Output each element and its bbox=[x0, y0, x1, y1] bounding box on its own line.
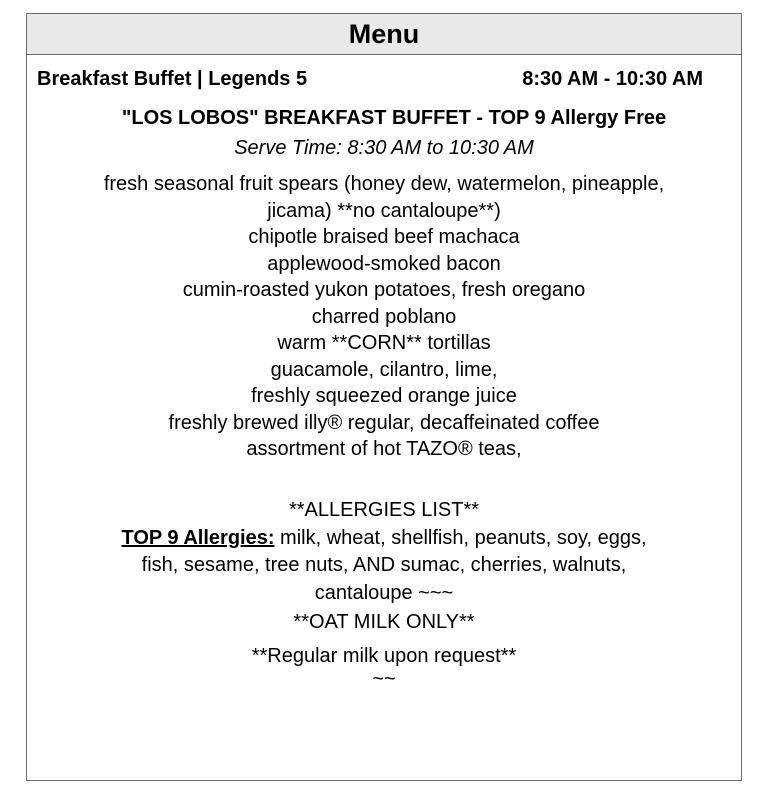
tilde-divider: ~~ bbox=[372, 668, 396, 690]
menu-item: freshly brewed illy® regular, decaffeinated coffee bbox=[168, 411, 600, 434]
menu-item: assortment of hot TAZO® teas, bbox=[246, 438, 522, 460]
menu-item: freshly squeezed orange juice bbox=[251, 385, 517, 407]
menu-header bbox=[27, 14, 741, 55]
menu-title: Menu bbox=[348, 18, 420, 49]
menu-item: jicama) **no cantaloupe**) bbox=[267, 199, 501, 222]
menu-item-list bbox=[27, 171, 741, 463]
menu-item: applewood-smoked bacon bbox=[267, 252, 501, 275]
allergies-line-1-text: milk, wheat, shellfish, peanuts, soy, eggs, bbox=[274, 526, 647, 549]
menu-item: warm **CORN** tortillas bbox=[277, 332, 491, 354]
buffet-title: "LOS LOBOS" BREAKFAST BUFFET - TOP 9 Allergy Free bbox=[121, 107, 667, 129]
event-name: Breakfast Buffet | Legends 5 bbox=[37, 68, 308, 90]
allergies-line-1 bbox=[27, 525, 741, 553]
allergies-line-2: fish, sesame, tree nuts, AND sumac, cherries, walnuts, bbox=[141, 554, 627, 576]
allergies-line-3: cantaloupe ~~~ bbox=[314, 581, 454, 604]
menu-card bbox=[26, 13, 742, 781]
allergies-heading: **ALLERGIES LIST** bbox=[288, 499, 480, 521]
allergies-label: TOP 9 Allergies: bbox=[121, 526, 275, 549]
allergies-section bbox=[27, 497, 741, 694]
menu-item: cumin-roasted yukon potatoes, fresh oregano bbox=[182, 279, 586, 301]
menu-item: chipotle braised beef machaca bbox=[248, 226, 520, 248]
event-row bbox=[37, 68, 703, 91]
menu-item: charred poblano bbox=[311, 305, 457, 328]
regular-milk-note: **Regular milk upon request** bbox=[251, 644, 517, 667]
serve-time: Serve Time: 8:30 AM to 10:30 AM bbox=[234, 137, 534, 159]
menu-item: fresh seasonal fruit spears (honey dew, watermelon, pineapple, bbox=[103, 173, 665, 195]
oat-milk-note: **OAT MILK ONLY** bbox=[293, 611, 475, 633]
menu-item: guacamole, cilantro, lime, bbox=[270, 358, 498, 381]
event-time: 8:30 AM - 10:30 AM bbox=[522, 68, 703, 90]
